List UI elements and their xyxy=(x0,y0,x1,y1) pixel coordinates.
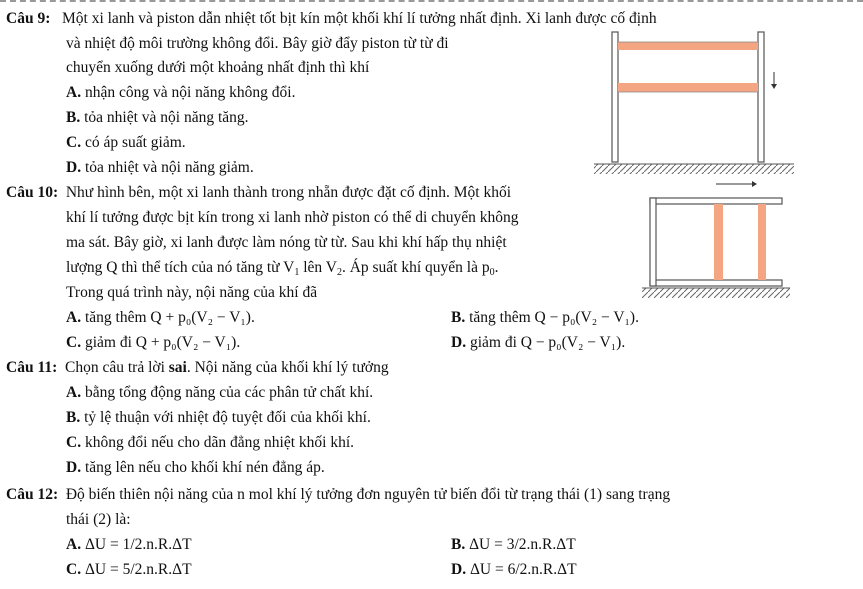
q10-option-d[interactable]: D. giảm đi Q − p₀(V₂ − V₁). xyxy=(451,334,626,351)
q10-piston-left xyxy=(714,204,723,280)
q10-label: Câu 10: xyxy=(6,184,59,201)
q10-stem-line2: khí lí tưởng được bịt kín trong xi lanh nhờ piston có thể di chuyển không xyxy=(66,209,519,226)
q9-stem-line2: và nhiệt độ môi trường không đổi. Bây giờ đẩy piston từ từ đi xyxy=(66,35,449,52)
q9-option-b[interactable]: B. tỏa nhiệt và nội năng tăng. xyxy=(66,109,249,126)
q12-option-a[interactable]: A. ΔU = 1/2.n.R.ΔT xyxy=(66,536,192,553)
top-dashed-separator xyxy=(0,0,863,5)
q9-option-c[interactable]: C. có áp suất giảm. xyxy=(66,134,186,151)
q11-stem: Câu 11: Chọn câu trả lời sai. Nội năng của khối khí lý tưởng xyxy=(6,359,389,376)
q12-stem-line2: thái (2) là: xyxy=(66,511,131,528)
q10-right-arrow-icon xyxy=(716,181,757,187)
q11-label: Câu 11: xyxy=(6,359,58,376)
q11-option-d[interactable]: D. tăng lên nếu cho khối khí nén đẳng áp. xyxy=(66,459,325,476)
q10-stem-line3: ma sát. Bây giờ, xi lanh được làm nóng từ từ. Sau khi khí hấp thụ nhiệt xyxy=(66,234,507,251)
q10-stem-line4: lượng Q thì thể tích của nó tăng từ $V_1$ lên $V_2$. Áp suất khí quyển là $p_0$. xyxy=(66,259,499,278)
q11-option-a[interactable]: A. bằng tổng động năng của các phân tử chất khí. xyxy=(66,384,374,401)
q9-cylinder-figure xyxy=(590,28,800,178)
q12-option-b[interactable]: B. ΔU = 3/2.n.R.ΔT xyxy=(451,536,576,553)
q12-label: Câu 12: xyxy=(6,486,59,503)
q12-option-d[interactable]: D. ΔU = 6/2.n.R.ΔT xyxy=(451,561,577,578)
q9-label: Câu 9: xyxy=(6,10,51,27)
q10-ground-hatch xyxy=(642,288,790,298)
q9-cylinder-walls xyxy=(612,32,764,162)
q9-piston-lower xyxy=(618,83,758,92)
q9-stem-line1: Câu 9: Một xi lanh và piston dẫn nhiệt tốt bịt kín một khối khí lí tưởng nhất định. Xi lanh được cố định xyxy=(6,10,657,27)
q9-option-d[interactable]: D. tỏa nhiệt và nội năng giảm. xyxy=(66,159,254,176)
q9-option-a[interactable]: A. nhận công và nội năng không đổi. xyxy=(66,84,296,101)
q9-stem-line3: chuyển xuống dưới một khoảng nhất định thì khí xyxy=(66,59,370,76)
q10-option-a[interactable]: A. tăng thêm Q + p₀(V₂ − V₁). xyxy=(66,309,255,326)
q11-option-b[interactable]: B. tỷ lệ thuận với nhiệt độ tuyệt đối của khối khí. xyxy=(66,409,371,426)
q9-down-arrow-icon xyxy=(771,72,777,89)
q10-stem-line1: Câu 10: Như hình bên, một xi lanh thành trong nhẵn được đặt cố định. Một khối xyxy=(6,184,512,201)
q10-piston-right xyxy=(758,204,766,280)
q10-cylinder-figure xyxy=(636,178,796,303)
q10-option-c[interactable]: C. giảm đi Q + p₀(V₂ − V₁). xyxy=(66,334,241,351)
q9-piston-upper xyxy=(618,42,758,50)
q12-option-c[interactable]: C. ΔU = 5/2.n.R.ΔT xyxy=(66,561,192,578)
q11-option-c[interactable]: C. không đổi nếu cho dãn đẳng nhiệt khối khí. xyxy=(66,434,355,451)
q12-stem-line1: Câu 12: Độ biến thiên nội năng của n mol khí lý tưởng đơn nguyên tử biến đổi từ trạng thái (1) sang trạng xyxy=(6,486,671,503)
q10-stem-line5: Trong quá trình này, nội năng của khí đã xyxy=(66,284,318,301)
q9-ground-hatch xyxy=(594,164,794,174)
q10-option-b[interactable]: B. tăng thêm Q − p₀(V₂ − V₁). xyxy=(451,309,639,326)
